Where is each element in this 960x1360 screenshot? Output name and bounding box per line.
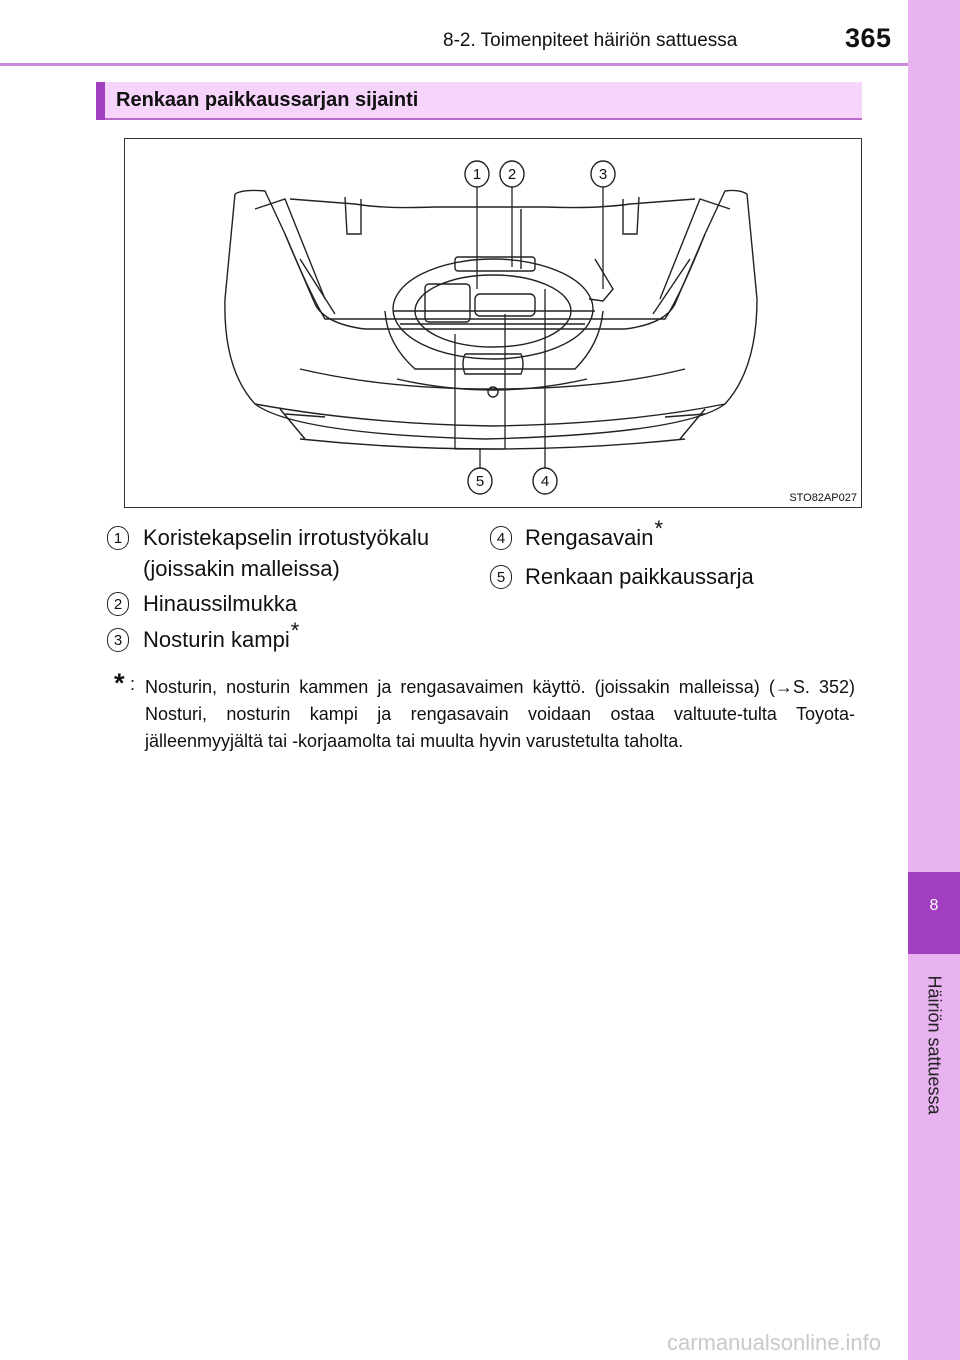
legend-2-badge: 2 [107,592,129,616]
footnote-colon: : [130,674,136,694]
legend-3-star: * [290,618,300,643]
callout-1-label: 1 [472,166,482,183]
callout-3-label: 3 [598,166,608,183]
legend-3-item [143,618,300,655]
callout-1-badge [465,161,489,187]
legend-1-label-line2: (joissakin malleissa) [143,556,340,581]
legend-3-badge: 3 [107,628,129,652]
callout-2-badge [500,161,524,187]
callout-3-badge [591,161,615,187]
legend-5-label: Renkaan paikkaussarja [525,564,754,589]
legend-5-badge: 5 [490,565,512,589]
figure-code: STO82AP027 [789,492,857,504]
trunk-illustration [124,138,862,508]
callout-4-label: 4 [540,473,550,490]
car-rear-drawing [125,139,861,507]
footnote-marker: * [114,668,125,698]
callout-5-label: 5 [475,473,485,490]
legend-4-badge: 4 [490,526,512,550]
legend-3-label: Nosturin kampi [143,627,290,652]
callout-4-badge [533,468,557,494]
callout-5-badge [468,468,492,494]
section-title: Renkaan paikkaussarjan sijainti [116,89,419,111]
page-number: 365 [845,23,892,53]
section-heading-accent [96,82,105,120]
legend-1-badge: 1 [107,526,129,550]
legend-4-label: Rengasavain [525,525,654,550]
legend-4-item [525,516,663,553]
callout-2-label: 2 [507,166,517,183]
footnote-text: Nosturin, nosturin kammen ja rengasavaimen käyttö. (joissakin malleissa) (→S. 352) Nosturi, nosturin kampi ja rengasavain voidaan ostaa valtuute-tulta Toyota-jälleenmyyjältä tai -korjaamolta tai muulta hyvin varustetulta taholta. [145,677,855,751]
chapter-title: 8-2. Toimenpiteet häiriön sattuessa [443,30,738,51]
chapter-name-vertical: Häiriön sattuessa [924,975,945,1115]
legend-1-label: Koristekapselin irrotustyökalu [143,525,430,550]
legend-4-star: * [654,516,663,541]
chapter-side-tab [908,0,960,1360]
watermark: carmanualsonline.info [667,1330,882,1355]
header-divider [0,63,908,66]
chapter-number-tab[interactable]: 8 [908,872,960,954]
legend-2-label: Hinaussilmukka [143,591,298,616]
